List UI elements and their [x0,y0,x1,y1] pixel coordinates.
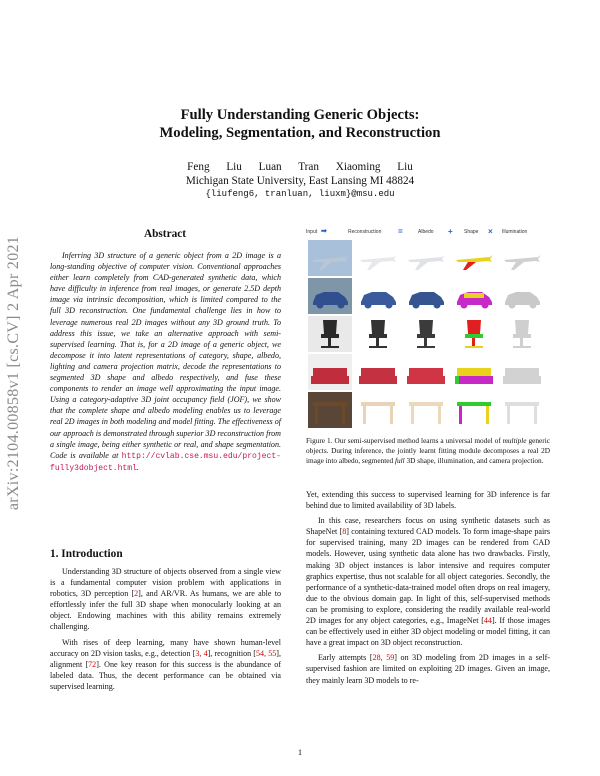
title-line-2: Modeling, Segmentation, and Reconstruction [159,125,441,141]
right-paragraph [306,489,550,511]
thumbnail-car [500,278,544,314]
legend-reconstruction: Reconstruction [348,229,382,235]
thumbnail-table [356,392,400,428]
thumbnail-airplane [356,240,400,276]
paragraph-text: ], recognition [ [207,648,256,658]
paper-title [60,106,540,142]
figure-cell-sofa-input [308,354,352,390]
paragraph-text: ]. If those images can be effectively used in either 3D object modeling or model fitting, it can have a great impact on 3D object reconstruction. [306,616,550,648]
figure-cell-sofa-albedo [404,354,448,390]
left-paragraph [50,637,281,692]
citation-link[interactable]: 2 [134,589,139,599]
thumbnail-sofa [308,354,352,390]
thumbnail-chair [356,316,400,352]
figure-cell-airplane-input [308,240,352,276]
figure-cell-chair-shape [452,316,496,352]
thumbnail-chair [404,316,448,352]
caption-emphasis-multiple: multiple [502,436,527,445]
citation-link[interactable]: 28, 59 [372,653,395,663]
thumbnail-table [404,392,448,428]
right-paragraph [306,515,550,648]
figure-cell-chair-illumination [500,316,544,352]
figure-cell-airplane-reconstruction [356,240,400,276]
figure-cell-chair-albedo [404,316,448,352]
abstract-heading: Abstract [143,228,187,240]
page-number: 1 [297,747,303,757]
paragraph-text: ] containing textured CAD models. To form image-shape pairs for supervised training, many 2D images can be rendered from CAD models. However, using synthetic data alone has two drawbacks. Firstly, making 3D object instances is labor intensive and requires computer graphics expertise, thus not scalable for all object categories. Secondly, the performance of a synthetic-data-trained model often drops on real imagery, due to the obvious domain gap. In light of this, self-supervised methods can be promising to explore, considering the readily available real-world 2D images for any object categories, e.g., ImageNet [ [306,527,550,626]
thumbnail-airplane [308,240,352,276]
figure-cell-table-illumination [500,392,544,428]
figure-cell-sofa-shape [452,354,496,390]
figure-cell-car-illumination [500,278,544,314]
caption-text-1: Our semi-supervised method learns a universal model of [332,436,503,445]
caption-label: Figure 1. [306,436,333,445]
paragraph-text: ] on 3D modeling from 2D images in a self-supervised fashion are limited on exploiting 2D images. Given an image, they mainly learn 3D models to re- [306,653,550,685]
paragraph-text: With rises of deep learning, many have shown human-level accuracy on 2D vision tasks, e.g., detection [ [50,637,281,658]
thumbnail-airplane [500,240,544,276]
figure-cell-airplane-albedo [404,240,448,276]
thumbnail-table [500,392,544,428]
caption-text-2: generic objects. During inference, the jointly learnt fitting module decomposes a real 2D image into albedo, segmented [306,436,550,465]
paragraph-text: ], alignment [ [50,648,281,669]
caption-text-3: 3D shape, illumination, and camera projection. [404,455,544,465]
paragraph-text: ]. One key reason for this success is the abundance of labeled data. Thus, the decent performance can be obtained via supervised learning. [50,659,282,691]
legend-times: × [488,227,493,236]
abstract-body: Inferring 3D structure of a generic object from a 2D image is a long-standing objective of computer vision. Conventional approaches either learn completely from CAD-generated synthetic data, which have difficulty in inference from real images, or generate 2.5D depth image via intrinsic decomposition, which is limited compared to the full 3D reconstruction. One fundamental challenge lies in how to leverage numerous real 2D images without any 3D ground truth. To address this issue, we take an alternative approach with semi-supervised learning. That is, for a 2D image of a generic object, we decompose it into latent representations of category, shape, albedo, lighting and camera projection matrix, decode the representations to segmented 3D shape and albedo respectively, and fuse these components to render an image well approximating the input image. Using a category-adaptive 3D joint occupancy field (JOF), we show that the complete shape and albedo modeling enables us to leverage real 2D images in both modeling and model fitting. The effectiveness of our approach is demonstrated through superior 3D reconstruction from a single image, being either synthetic or real, and shape segmentation. Code is available at [50,251,281,460]
introduction-heading: 1. Introduction [50,548,123,560]
legend-albedo: Albedo [418,229,434,235]
thumbnail-car [404,278,448,314]
thumbnail-table [452,392,496,428]
figure-cell-airplane-illumination [500,240,544,276]
figure-cell-sofa-reconstruction [356,354,400,390]
author-emails: {liufeng6, tranluan, liuxm}@msu.edu [205,189,395,199]
thumbnail-chair [452,316,496,352]
thumbnail-sofa [500,354,544,390]
paragraph-text: Yet, extending this success to supervised learning for 3D inference is far behind due to limited availability of 3D labels. [306,490,550,511]
figure-cell-chair-reconstruction [356,316,400,352]
thumbnail-chair [500,316,544,352]
author-list: Feng Liu Luan Tran Xiaoming Liu [187,161,413,173]
thumbnail-table [308,392,352,428]
thumbnail-airplane [404,240,448,276]
introduction-right-column [306,489,550,690]
figure-cell-airplane-shape [452,240,496,276]
figure-1-caption [306,436,550,465]
right-paragraph [306,652,550,685]
arrow-icon: ➡ [321,228,327,235]
paragraph-text: In this case, researchers focus on using synthetic datasets such as ShapeNet [ [306,516,550,537]
arxiv-identifier[interactable]: arXiv:2104.00858v1 [cs.CV] 2 Apr 2021 [5,235,22,511]
paragraph-text: ], and AR/VR. As humans, we are able to effortlessly infer the full 3D shape when monocularly looking at an object. Endowing machines with this ability remains extremely challenging. [50,589,281,632]
thumbnail-car [308,278,352,314]
thumbnail-sofa [404,354,448,390]
figure-cell-sofa-illumination [500,354,544,390]
abstract-text [50,250,281,474]
figure-cell-car-reconstruction [356,278,400,314]
introduction-left-column [50,566,281,696]
figure-cell-car-shape [452,278,496,314]
thumbnail-sofa [356,354,400,390]
figure-cell-table-shape [452,392,496,428]
citation-link[interactable]: 72 [88,659,97,669]
legend-shape: Shape [464,229,479,235]
legend-equals: = [398,227,403,236]
citation-link[interactable]: 8 [342,527,347,537]
legend-input: Input [306,229,318,235]
figure-legend [306,228,550,238]
abstract-end: . [136,462,139,472]
figure-cell-car-input [308,278,352,314]
left-paragraph [50,566,281,633]
figure-cell-table-albedo [404,392,448,428]
figure-cell-table-reconstruction [356,392,400,428]
paragraph-text: Early attempts [ [318,653,373,663]
project-url-link[interactable]: http://cvlab.cse.msu.edu/project-fully3dobject.html [50,451,281,473]
thumbnail-airplane [452,240,496,276]
citation-link[interactable]: 44 [483,616,492,626]
title-line-1: Fully Understanding Generic Objects: [180,107,420,123]
thumbnail-sofa [452,354,496,390]
legend-illumination: Illumination [502,229,528,235]
citation-link[interactable]: 3, 4 [195,648,208,658]
legend-plus: + [448,227,453,236]
caption-emphasis-full: full [394,455,405,465]
paragraph-text: Understanding 3D structure of objects observed from a single view is a fundamental computer vision problem with applications in robotics, 3D perception [ [50,567,281,599]
figure-cell-chair-input [308,316,352,352]
thumbnail-chair [308,316,352,352]
thumbnail-car [356,278,400,314]
thumbnail-car [452,278,496,314]
affiliation: Michigan State University, East Lansing MI 48824 [185,175,415,187]
citation-link[interactable]: 54, 55 [255,648,277,658]
figure-cell-car-albedo [404,278,448,314]
figure-1 [306,228,550,430]
figure-cell-table-input [308,392,352,428]
